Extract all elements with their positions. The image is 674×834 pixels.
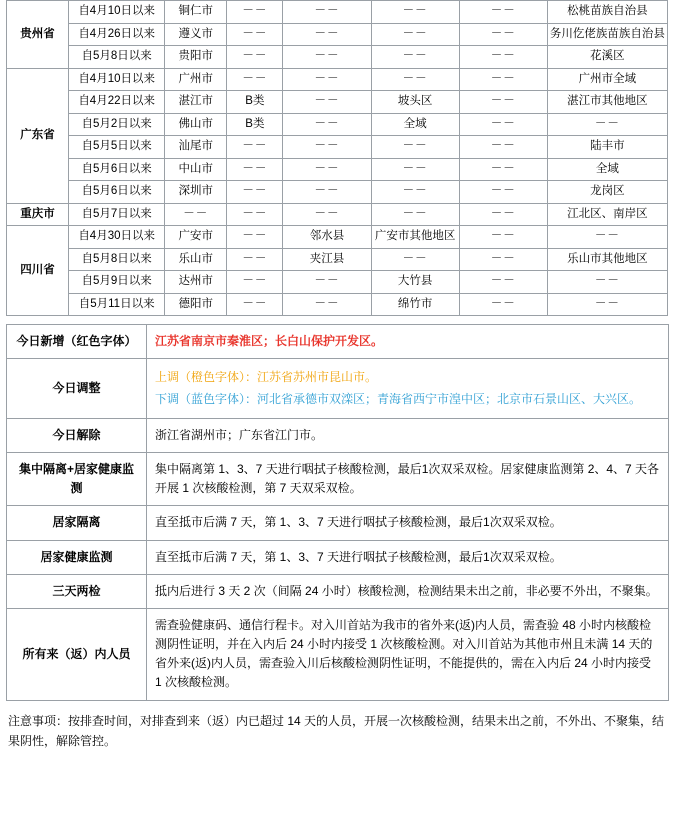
- policy-label-home-monitoring: 居家健康监测: [7, 540, 147, 574]
- area-cell-3: －－: [459, 293, 547, 316]
- date-cell: 自4月10日以来: [69, 68, 165, 91]
- area-cell-2: －－: [371, 248, 459, 271]
- policy-value-removed: 浙江省湖州市；广东省江门市。: [147, 418, 669, 452]
- area-cell-4: －－: [547, 113, 667, 136]
- policy-row-removed: [7, 418, 669, 452]
- category-cell: －－: [227, 203, 283, 226]
- area-cell-3: －－: [459, 1, 547, 24]
- policy-row-new: [7, 325, 669, 359]
- area-cell-2: －－: [371, 46, 459, 69]
- area-cell-4: 湛江市其他地区: [547, 91, 667, 114]
- city-cell: 中山市: [165, 158, 227, 181]
- area-cell-4: 龙岗区: [547, 181, 667, 204]
- policy-table-body: [7, 325, 669, 700]
- date-cell: 自4月10日以来: [69, 1, 165, 24]
- policy-value-central-quarantine: 集中隔离第 1、3、7 天进行咽拭子核酸检测，最后1次双采双检。居家健康监测第 2、4、7 天各开展 1 次核酸检测，第 7 天双采双检。: [147, 452, 669, 505]
- table-row: [7, 226, 668, 249]
- area-cell-2: －－: [371, 203, 459, 226]
- table-row: [7, 23, 668, 46]
- table-row: [7, 203, 668, 226]
- province-cell: 重庆市: [7, 203, 69, 226]
- area-cell-1: 夹江县: [283, 248, 371, 271]
- policy-label-all-arrivals: 所有来（返）内人员: [7, 608, 147, 700]
- city-cell: 广安市: [165, 226, 227, 249]
- date-cell: 自4月30日以来: [69, 226, 165, 249]
- area-cell-2: 绵竹市: [371, 293, 459, 316]
- policy-value-adjust: [147, 359, 669, 418]
- table-row: [7, 181, 668, 204]
- area-cell-4: 陆丰市: [547, 136, 667, 159]
- table-row: [7, 136, 668, 159]
- category-cell: －－: [227, 23, 283, 46]
- area-cell-1: －－: [283, 158, 371, 181]
- policy-label-adjust: 今日调整: [7, 359, 147, 418]
- policy-row-home-monitoring: [7, 540, 669, 574]
- area-cell-3: －－: [459, 113, 547, 136]
- table-row: [7, 91, 668, 114]
- category-cell: －－: [227, 46, 283, 69]
- area-cell-3: －－: [459, 181, 547, 204]
- category-cell: －－: [227, 271, 283, 294]
- area-cell-4: －－: [547, 293, 667, 316]
- date-cell: 自4月22日以来: [69, 91, 165, 114]
- table-row: [7, 293, 668, 316]
- date-cell: 自5月8日以来: [69, 46, 165, 69]
- date-cell: 自5月6日以来: [69, 158, 165, 181]
- policy-row-adjust: [7, 359, 669, 418]
- date-cell: 自5月6日以来: [69, 181, 165, 204]
- area-cell-2: －－: [371, 158, 459, 181]
- region-risk-table-body: [7, 1, 668, 316]
- date-cell: 自5月8日以来: [69, 248, 165, 271]
- category-cell: －－: [227, 136, 283, 159]
- area-cell-1: －－: [283, 271, 371, 294]
- area-cell-1: －－: [283, 1, 371, 24]
- area-cell-2: 全域: [371, 113, 459, 136]
- city-cell: 佛山市: [165, 113, 227, 136]
- area-cell-4: 广州市全域: [547, 68, 667, 91]
- policy-row-all-arrivals: [7, 608, 669, 700]
- policy-value-home-quarantine: 直至抵市后满 7 天，第 1、3、7 天进行咽拭子核酸检测，最后1次双采双检。: [147, 506, 669, 540]
- area-cell-4: 松桃苗族自治县: [547, 1, 667, 24]
- category-cell: －－: [227, 68, 283, 91]
- adjust-down-text: 下调（蓝色字体）：河北省承德市双滦区；青海省西宁市湟中区；北京市石景山区、大兴区。: [155, 391, 642, 406]
- area-cell-3: －－: [459, 91, 547, 114]
- city-cell: 乐山市: [165, 248, 227, 271]
- city-cell: 铜仁市: [165, 1, 227, 24]
- area-cell-1: －－: [283, 293, 371, 316]
- area-cell-4: －－: [547, 226, 667, 249]
- policy-value-new: 江苏省南京市秦淮区；长白山保护开发区。: [147, 325, 669, 359]
- area-cell-3: －－: [459, 46, 547, 69]
- area-cell-2: 大竹县: [371, 271, 459, 294]
- policy-label-home-quarantine: 居家隔离: [7, 506, 147, 540]
- city-cell: 达州市: [165, 271, 227, 294]
- city-cell: 深圳市: [165, 181, 227, 204]
- date-cell: 自4月26日以来: [69, 23, 165, 46]
- area-cell-1: －－: [283, 203, 371, 226]
- area-cell-3: －－: [459, 226, 547, 249]
- policy-value-home-monitoring: 直至抵市后满 7 天，第 1、3、7 天进行咽拭子核酸检测，最后1次双采双检。: [147, 540, 669, 574]
- policy-label-central-quarantine: 集中隔离+居家健康监测: [7, 452, 147, 505]
- area-cell-3: －－: [459, 23, 547, 46]
- category-cell: B类: [227, 113, 283, 136]
- policy-table: [6, 324, 669, 700]
- policy-label-three-day-two-test: 三天两检: [7, 574, 147, 608]
- area-cell-4: 务川仡佬族苗族自治县: [547, 23, 667, 46]
- adjust-up-text: 上调（橙色字体）：江苏省苏州市昆山市。: [155, 370, 378, 385]
- policy-row-home-quarantine: [7, 506, 669, 540]
- area-cell-2: －－: [371, 1, 459, 24]
- policy-label-removed: 今日解除: [7, 418, 147, 452]
- city-cell: 汕尾市: [165, 136, 227, 159]
- table-row: [7, 68, 668, 91]
- area-cell-1: 邻水县: [283, 226, 371, 249]
- category-cell: －－: [227, 293, 283, 316]
- date-cell: 自5月11日以来: [69, 293, 165, 316]
- area-cell-2: －－: [371, 136, 459, 159]
- category-cell: －－: [227, 1, 283, 24]
- area-cell-3: －－: [459, 271, 547, 294]
- area-cell-4: 花溪区: [547, 46, 667, 69]
- category-cell: －－: [227, 248, 283, 271]
- area-cell-1: －－: [283, 113, 371, 136]
- area-cell-4: 乐山市其他地区: [547, 248, 667, 271]
- table-row: [7, 271, 668, 294]
- city-cell: －－: [165, 203, 227, 226]
- city-cell: 遵义市: [165, 23, 227, 46]
- city-cell: 贵阳市: [165, 46, 227, 69]
- table-row: [7, 46, 668, 69]
- table-row: [7, 248, 668, 271]
- area-cell-1: －－: [283, 181, 371, 204]
- policy-row-central-quarantine: [7, 452, 669, 505]
- area-cell-3: －－: [459, 248, 547, 271]
- category-cell: B类: [227, 91, 283, 114]
- province-cell: 贵州省: [7, 1, 69, 69]
- category-cell: －－: [227, 158, 283, 181]
- table-row: [7, 113, 668, 136]
- area-cell-2: －－: [371, 68, 459, 91]
- area-cell-2: －－: [371, 181, 459, 204]
- area-cell-3: －－: [459, 203, 547, 226]
- area-cell-4: 全域: [547, 158, 667, 181]
- policy-row-three-day-two-test: [7, 574, 669, 608]
- area-cell-2: 坡头区: [371, 91, 459, 114]
- date-cell: 自5月7日以来: [69, 203, 165, 226]
- table-row: [7, 158, 668, 181]
- city-cell: 湛江市: [165, 91, 227, 114]
- city-cell: 德阳市: [165, 293, 227, 316]
- table-row: [7, 1, 668, 24]
- area-cell-1: －－: [283, 136, 371, 159]
- area-cell-2: －－: [371, 23, 459, 46]
- area-cell-1: －－: [283, 46, 371, 69]
- area-cell-4: －－: [547, 271, 667, 294]
- date-cell: 自5月9日以来: [69, 271, 165, 294]
- category-cell: －－: [227, 181, 283, 204]
- area-cell-3: －－: [459, 68, 547, 91]
- area-cell-2: 广安市其他地区: [371, 226, 459, 249]
- province-cell: 广东省: [7, 68, 69, 203]
- area-cell-1: －－: [283, 23, 371, 46]
- area-cell-1: －－: [283, 91, 371, 114]
- city-cell: 广州市: [165, 68, 227, 91]
- area-cell-1: －－: [283, 68, 371, 91]
- area-cell-3: －－: [459, 158, 547, 181]
- policy-value-three-day-two-test: 抵内后进行 3 天 2 次（间隔 24 小时）核酸检测，检测结果未出之前，非必要不外出，不聚集。: [147, 574, 669, 608]
- area-cell-3: －－: [459, 136, 547, 159]
- province-cell: 四川省: [7, 226, 69, 316]
- footer-note: 注意事项：按排查时间，对排查到来（返）内已超过 14 天的人员，开展一次核酸检测，结果未出之前，不外出、不聚集，结果阴性，解除管控。: [8, 713, 665, 749]
- region-risk-table: [6, 0, 668, 316]
- date-cell: 自5月5日以来: [69, 136, 165, 159]
- area-cell-4: 江北区、南岸区: [547, 203, 667, 226]
- date-cell: 自5月2日以来: [69, 113, 165, 136]
- policy-label-new: 今日新增（红色字体）: [7, 325, 147, 359]
- category-cell: －－: [227, 226, 283, 249]
- policy-value-all-arrivals: 需查验健康码、通信行程卡。对入川首站为我市的省外来(返)内人员，需查验 48 小时内核酸检测阴性证明，并在入内后 24 小时内接受 1 次核酸检测。对入川首站为其他市州且未满 14 天的省外来(返)内人员，需查验入川后核酸检测阴性证明，不能提供的，需在入内后 24 小时内接受 1 次核酸检测。: [147, 608, 669, 700]
